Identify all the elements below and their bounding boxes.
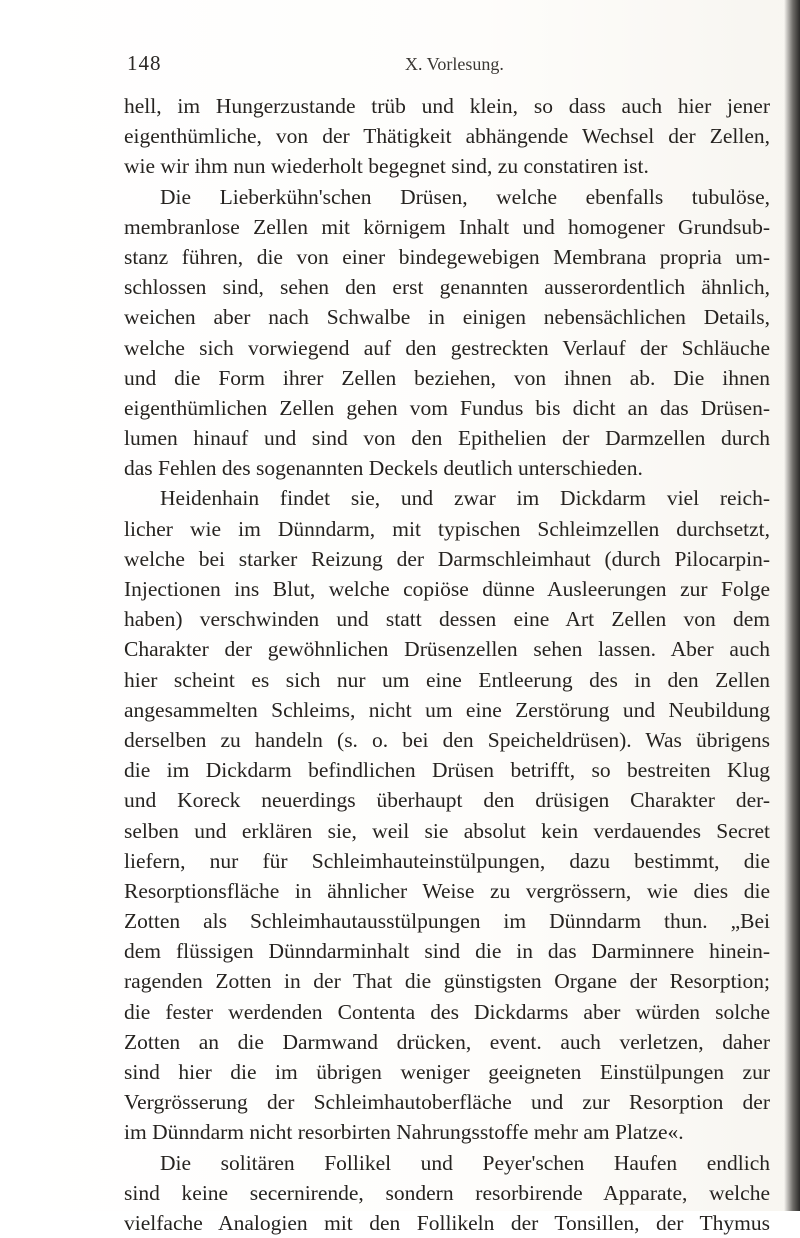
text-line: haben) verschwinden und statt dessen eine Art Zellen von dem — [124, 607, 770, 632]
text-line: Die solitären Follikel und Peyer'schen Haufen endlich — [160, 1150, 770, 1175]
text-line: wie wir ihm nun wiederholt begegnet sind, zu constatiren ist. — [124, 154, 649, 179]
text-line: welche bei starker Reizung der Darmschleimhaut (durch Pilocarpin- — [124, 546, 770, 571]
text-line: Zotten an die Darmwand drücken, event. auch verletzen, daher — [124, 1029, 770, 1054]
paragraph-2 — [124, 182, 770, 484]
page-number: 148 — [127, 51, 162, 75]
paragraph-4 — [124, 1148, 770, 1238]
text-line: Resorptionsfläche in ähnlicher Weise zu vergrössern, wie dies die — [124, 878, 770, 903]
text-line: angesammelten Schleims, nicht um eine Zerstörung und Neubildung — [124, 697, 770, 722]
paragraph-1 — [124, 91, 770, 182]
text-line: membranlose Zellen mit körnigem Inhalt und homogener Grundsub- — [124, 214, 770, 239]
text-line: liefern, nur für Schleimhauteinstülpungen, dazu bestimmt, die — [124, 848, 770, 873]
page-edge-shadow — [784, 0, 800, 1211]
text-line: dem flüssigen Dünndarminhalt sind die in das Darminnere hinein- — [124, 939, 770, 964]
text-line: Die Lieberkühn'schen Drüsen, welche ebenfalls tubulöse, — [160, 184, 770, 209]
text-line: das Fehlen des sogenannten Deckels deutlich unterschieden. — [124, 456, 643, 481]
text-line: ragenden Zotten in der That die günstigsten Organe der Resorption; — [124, 969, 770, 994]
text-line: stanz führen, die von einer bindegewebigen Membrana propria um- — [124, 244, 770, 269]
text-line: schlossen sind, sehen den erst genannten ausserordentlich ähnlich, — [124, 275, 770, 300]
text-line: und Koreck neuerdings überhaupt den drüsigen Charakter der- — [124, 788, 770, 813]
text-line: Injectionen ins Blut, welche copiöse dünne Ausleerungen zur Folge — [124, 577, 770, 601]
text-line: lumen hinauf und sind von den Epithelien der Darmzellen durch — [124, 426, 770, 451]
text-line: derselben zu handeln (s. o. bei den Speicheldrüsen). Was übrigens — [124, 727, 770, 752]
text-line: eigenthümlichen Zellen gehen vom Fundus bis dicht an das Drüsen- — [124, 395, 770, 420]
text-line: und die Form ihrer Zellen beziehen, von ihnen ab. Die ihnen — [124, 365, 770, 390]
paragraph-3 — [124, 483, 770, 1147]
text-line: die fester werdenden Contenta des Dickdarms aber würden solche — [124, 999, 770, 1024]
text-line: vielfache Analogien mit den Follikeln der Tonsillen, der Thymus — [124, 1210, 770, 1235]
text-line: hier scheint es sich nur um eine Entleerung des in den Zellen — [124, 667, 770, 692]
text-line: selben und erklären sie, weil sie absolut kein verdauendes Secret — [124, 818, 770, 843]
text-line: Charakter der gewöhnlichen Drüsenzellen sehen lassen. Aber auch — [124, 637, 770, 662]
text-line: weichen aber nach Schwalbe in einigen nebensächlichen Details, — [124, 305, 770, 330]
text-line: Heidenhain findet sie, und zwar im Dickdarm viel reich- — [160, 486, 770, 511]
running-title: X. Vorlesung. — [405, 54, 504, 74]
text-line: Vergrösserung der Schleimhautoberfläche und zur Resorption der — [124, 1090, 770, 1115]
body-text — [124, 91, 770, 1238]
text-line: im Dünndarm nicht resorbirten Nahrungsstoffe mehr am Platze«. — [124, 1120, 684, 1145]
text-line: die im Dickdarm befindlichen Drüsen betrifft, so bestreiten Klug — [124, 758, 770, 783]
text-line: eigenthümliche, von der Thätigkeit abhängende Wechsel der Zellen, — [124, 124, 770, 149]
text-line: Zotten als Schleimhautausstülpungen im Dünndarm thun. „Bei — [124, 909, 770, 934]
text-line: licher wie im Dünndarm, mit typischen Schleimzellen durchsetzt, — [124, 516, 770, 541]
text-line: sind hier die im übrigen weniger geeigneten Einstülpungen zur — [124, 1060, 770, 1084]
text-line: welche sich vorwiegend auf den gestreckten Verlauf der Schläuche — [124, 335, 770, 360]
text-line: sind keine secernirende, sondern resorbirende Apparate, welche — [124, 1180, 770, 1205]
text-line: hell, im Hungerzustande trüb und klein, so dass auch hier jener — [124, 94, 770, 118]
